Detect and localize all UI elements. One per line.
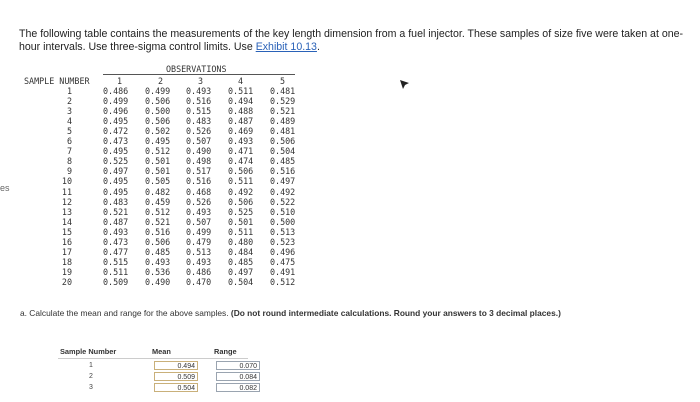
observation-cell: 0.525: [228, 206, 254, 217]
observation-cell: 0.493: [228, 136, 254, 147]
observation-cell: 0.485: [228, 256, 254, 267]
observation-cell: 0.499: [103, 96, 129, 107]
observation-cell: 0.477: [103, 246, 129, 257]
sample-number-cell: 8: [66, 156, 72, 167]
observation-cell: 0.473: [103, 136, 129, 147]
answer-header-range: Range: [214, 347, 237, 356]
mean-input[interactable]: 0.509: [154, 372, 198, 381]
observation-cell: 0.502: [145, 126, 171, 137]
observation-cell: 0.509: [103, 276, 129, 287]
sample-number-cell: 10: [61, 176, 72, 187]
observation-cell: 0.505: [145, 176, 171, 187]
observation-cell: 0.506: [270, 136, 296, 147]
mean-input[interactable]: 0.504: [154, 383, 198, 392]
observation-cell: 0.493: [186, 86, 212, 96]
observation-cell: 0.483: [186, 116, 212, 127]
observation-cell: 0.471: [228, 146, 254, 157]
observation-cell: 0.507: [186, 136, 212, 147]
observation-cell: 0.486: [186, 266, 212, 277]
observation-cell: 0.480: [228, 236, 254, 247]
range-input[interactable]: 0.070: [216, 361, 260, 370]
sample-number-cell: 18: [61, 256, 72, 267]
answer-sample-number: 3: [89, 384, 93, 391]
observation-cell: 0.526: [186, 196, 212, 207]
sample-number-cell: 12: [61, 196, 72, 207]
observation-cell: 0.506: [145, 96, 171, 107]
sample-number-cell: 14: [61, 216, 72, 227]
answer-header-divider: [58, 358, 248, 359]
observation-cell: 0.500: [270, 216, 296, 227]
observation-cell: 0.511: [103, 266, 129, 277]
answer-header-sample: Sample Number: [60, 347, 117, 356]
observation-cell: 0.473: [103, 236, 129, 247]
observation-cell: 0.481: [270, 126, 296, 137]
sample-number-cell: 15: [61, 226, 72, 237]
observation-cell: 0.506: [145, 116, 171, 127]
observation-cell: 0.495: [145, 136, 171, 147]
observation-cell: 0.506: [228, 166, 254, 177]
observation-cell: 0.486: [103, 86, 129, 96]
sample-number-cell: 19: [61, 266, 72, 277]
observation-cell: 0.492: [228, 186, 254, 197]
observation-cell: 0.481: [270, 86, 296, 96]
mean-input[interactable]: 0.494: [154, 361, 198, 370]
sample-number-cell: 13: [61, 206, 72, 217]
observation-cell: 0.523: [270, 236, 296, 247]
observation-cell: 0.499: [145, 86, 171, 96]
column-header-5: 5: [280, 76, 286, 86]
observation-cell: 0.501: [145, 156, 171, 167]
observation-cell: 0.516: [186, 176, 212, 187]
observation-cell: 0.501: [145, 166, 171, 177]
problem-text: The following table contains the measurements of the key length dimension from a fuel injector. These samples of size five were taken at one-hour intervals. Use three-sigma control limits. Use: [19, 28, 684, 53]
sample-number-cell: 3: [66, 106, 72, 117]
observation-cell: 0.479: [186, 236, 212, 247]
observation-cell: 0.493: [186, 206, 212, 217]
observation-cell: 0.499: [186, 226, 212, 237]
column-header-1: 1: [117, 76, 123, 86]
column-header-2: 2: [158, 76, 164, 86]
observation-cell: 0.507: [186, 216, 212, 227]
observation-cell: 0.513: [270, 226, 296, 237]
observation-cell: 0.515: [186, 106, 212, 117]
question-text: a. Calculate the mean and range for the above samples.: [20, 308, 231, 318]
observation-cell: 0.500: [145, 106, 171, 117]
observation-cell: 0.491: [270, 266, 296, 277]
observation-cell: 0.472: [103, 126, 129, 137]
column-header-4: 4: [238, 76, 244, 86]
observation-cell: 0.493: [103, 226, 129, 237]
sample-number-cell: 9: [66, 166, 72, 177]
observation-cell: 0.495: [103, 186, 129, 197]
observation-cell: 0.459: [145, 196, 171, 207]
observation-cell: 0.526: [186, 126, 212, 137]
mouse-cursor-icon: [399, 79, 410, 91]
answer-header-mean: Mean: [152, 347, 171, 356]
observation-cell: 0.468: [186, 186, 212, 197]
sample-number-header: SAMPLE NUMBER: [24, 76, 90, 86]
observation-cell: 0.495: [103, 146, 129, 157]
sample-number-cell: 2: [66, 96, 72, 107]
observation-cell: 0.470: [186, 276, 212, 287]
observation-cell: 0.485: [270, 156, 296, 167]
observation-cell: 0.504: [228, 276, 254, 287]
observations-header-rule: [103, 74, 295, 75]
observation-cell: 0.521: [103, 206, 129, 217]
observation-cell: 0.521: [270, 106, 296, 117]
observation-cell: 0.510: [270, 206, 296, 217]
observation-cell: 0.495: [103, 116, 129, 127]
observation-cell: 0.490: [186, 146, 212, 157]
observation-cell: 0.485: [145, 246, 171, 257]
observation-cell: 0.512: [145, 206, 171, 217]
problem-text-end: .: [316, 41, 320, 53]
question-instruction: (Do not round intermediate calculations. Round your answers to 3 decimal places.): [230, 308, 561, 318]
observation-cell: 0.482: [145, 186, 171, 197]
observation-cell: 0.496: [270, 246, 296, 257]
observation-cell: 0.516: [145, 226, 171, 237]
column-header-3: 3: [198, 76, 204, 86]
observation-cell: 0.512: [145, 146, 171, 157]
observation-cell: 0.497: [103, 166, 129, 177]
observation-cell: 0.522: [270, 196, 296, 207]
exhibit-link[interactable]: Exhibit 10.13: [255, 41, 317, 53]
sample-number-cell: 5: [66, 126, 72, 137]
observation-cell: 0.536: [145, 266, 171, 277]
observation-cell: 0.474: [228, 156, 254, 167]
observation-cell: 0.506: [228, 196, 254, 207]
observation-cell: 0.501: [228, 216, 254, 227]
observation-cell: 0.489: [270, 116, 296, 127]
observation-cell: 0.516: [270, 166, 296, 177]
observation-cell: 0.516: [186, 96, 212, 107]
observation-cell: 0.511: [228, 86, 254, 96]
observation-cell: 0.512: [270, 276, 296, 287]
sample-number-cell: 16: [61, 236, 72, 247]
observation-cell: 0.484: [228, 246, 254, 257]
observation-cell: 0.492: [270, 186, 296, 197]
problem-statement: [19, 28, 691, 54]
observation-cell: 0.497: [270, 176, 296, 187]
observation-cell: 0.517: [186, 166, 212, 177]
observation-cell: 0.496: [103, 106, 129, 117]
observation-cell: 0.525: [103, 156, 129, 167]
observations-header: OBSERVATIONS: [166, 64, 227, 74]
observation-cell: 0.504: [270, 146, 296, 157]
observation-cell: 0.521: [145, 216, 171, 227]
observation-cell: 0.483: [103, 196, 129, 207]
sample-number-cell: 20: [61, 276, 72, 287]
observation-cell: 0.490: [145, 276, 171, 287]
answer-sample-number: 1: [89, 362, 93, 369]
observation-cell: 0.475: [270, 256, 296, 267]
observation-cell: 0.493: [145, 256, 171, 267]
sample-number-cell: 1: [66, 86, 72, 96]
sample-number-cell: 17: [61, 246, 72, 257]
observation-cell: 0.493: [186, 256, 212, 267]
observation-cell: 0.529: [270, 96, 296, 107]
range-input[interactable]: 0.084: [216, 372, 260, 381]
edge-label: es: [0, 183, 10, 193]
sample-number-cell: 6: [66, 136, 72, 147]
sample-number-cell: 4: [66, 116, 72, 127]
observation-cell: 0.487: [228, 116, 254, 127]
observation-cell: 0.513: [186, 246, 212, 257]
observation-cell: 0.488: [228, 106, 254, 117]
answer-sample-number: 2: [89, 373, 93, 380]
observation-cell: 0.495: [103, 176, 129, 187]
observation-cell: 0.506: [145, 236, 171, 247]
range-input[interactable]: 0.082: [216, 383, 260, 392]
sample-number-cell: 7: [66, 146, 72, 157]
observation-cell: 0.494: [228, 96, 254, 107]
observation-cell: 0.497: [228, 266, 254, 277]
observation-cell: 0.511: [228, 226, 254, 237]
observation-cell: 0.511: [228, 176, 254, 187]
question-a: [20, 308, 680, 319]
observation-cell: 0.469: [228, 126, 254, 137]
sample-number-cell: 11: [61, 186, 72, 197]
observation-cell: 0.515: [103, 256, 129, 267]
observation-cell: 0.498: [186, 156, 212, 167]
observation-cell: 0.487: [103, 216, 129, 227]
